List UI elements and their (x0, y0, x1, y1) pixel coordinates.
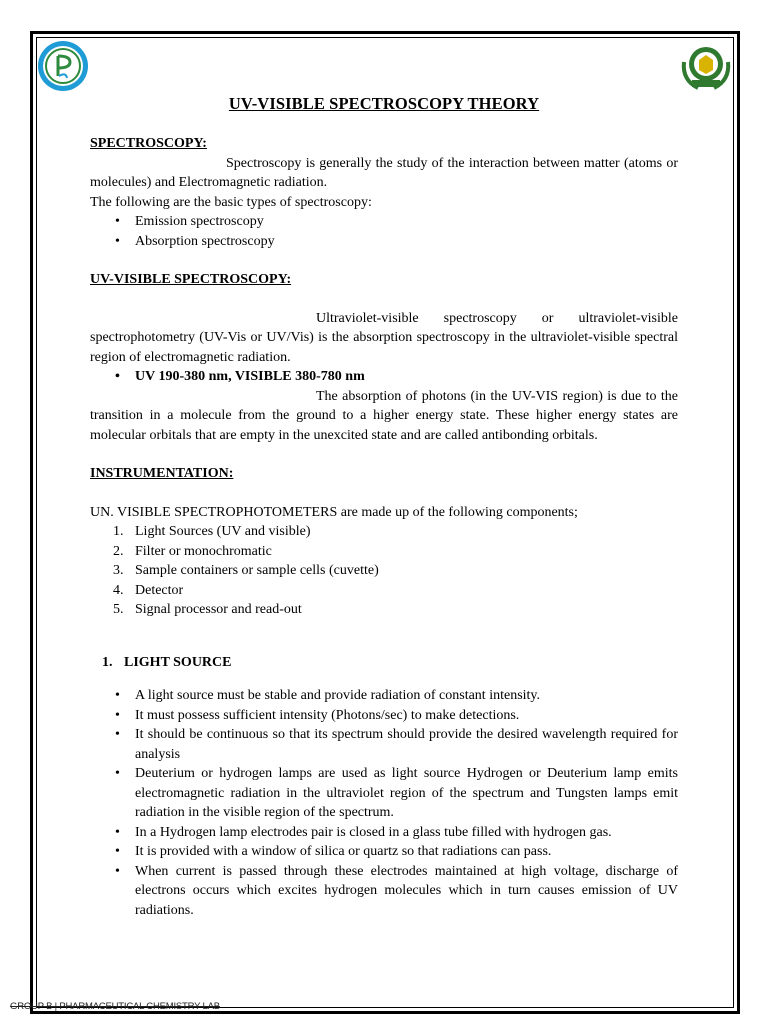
instrumentation-intro: UN. VISIBLE SPECTROPHOTOMETERS are made up of the following components; (90, 504, 578, 520)
spectroscopy-types-intro: The following are the basic types of spectroscopy: (90, 194, 372, 210)
list-item: • It is provided with a window of silica or quartz so that radiations can pass. (135, 842, 678, 862)
section-heading-uv-visible: UV-VISIBLE SPECTROSCOPY: (90, 272, 292, 287)
list-item: • Absorption spectroscopy (135, 232, 678, 252)
uv-visible-definition: Ultraviolet-visible spectroscopy or ultraviolet-visible spectrophotometry (UV-Vis or UV/Vis) is the absorption spectroscopy in the ultraviolet-visible spectral region of electromagnetic radiation. (90, 310, 678, 365)
list-item: • It should be continuous so that its spectrum should provide the desired wavelength required for analysis (135, 725, 678, 764)
absorption-explanation: The absorption of photons (in the UV-VIS region) is due to the transition in a molecule from the ground to a higher energy state. These higher energy states are molecular orbitals that are empty in the unexcited state and are called antibonding orbitals. (90, 388, 678, 443)
university-crest-icon (678, 40, 734, 92)
section-heading-instrumentation: INSTRUMENTATION: (90, 466, 234, 481)
spectroscopy-types-list (90, 212, 678, 251)
uv-range-list (90, 367, 678, 387)
list-item: • It must possess sufficient intensity (Photons/sec) to make detections. (135, 706, 678, 726)
list-item: • Deuterium or hydrogen lamps are used as light source Hydrogen or Deuterium lamp emits electromagnetic radiation in the ultraviolet region of the spectrum and Tungsten lamps emit radiation in the visible region of the spectrum. (135, 764, 678, 823)
page-title: UV-VISIBLE SPECTROSCOPY THEORY (228, 94, 540, 113)
pharmacy-logo-icon (37, 40, 89, 92)
list-item: • In a Hydrogen lamp electrodes pair is closed in a glass tube filled with hydrogen gas. (135, 823, 678, 843)
list-item: • Emission spectroscopy (135, 212, 678, 232)
document-body (90, 134, 678, 920)
list-item: 1. Light Sources (UV and visible) (113, 524, 311, 539)
list-item: • When current is passed through these electrodes maintained at high voltage, discharge of electrons occurs which excites hydrogen molecules which in turn causes emission of UV radiations. (135, 862, 678, 921)
section-heading-spectroscopy: SPECTROSCOPY: (90, 136, 207, 151)
light-source-points (90, 686, 678, 920)
list-item: 2. Filter or monochromatic (113, 543, 272, 559)
page-footer: GROUP B | PHARMACEUTICAL CHEMISTRY LAB (10, 1001, 220, 1012)
list-item: • A light source must be stable and provide radiation of constant intensity. (135, 686, 678, 706)
list-item: 3. Sample containers or sample cells (cuvette) (113, 563, 379, 578)
list-item: 4. Detector (113, 582, 184, 598)
subsection-heading-light-source: 1. LIGHT SOURCE (102, 654, 232, 670)
list-item: 5. Signal processor and read-out (113, 602, 302, 617)
uv-range-item: • UV 190-380 nm, VISIBLE 380-780 nm (135, 367, 678, 387)
components-list (90, 522, 678, 620)
spectroscopy-definition: Spectroscopy is generally the study of the interaction between matter (atoms or molecules) and Electromagnetic radiation. (90, 155, 678, 190)
